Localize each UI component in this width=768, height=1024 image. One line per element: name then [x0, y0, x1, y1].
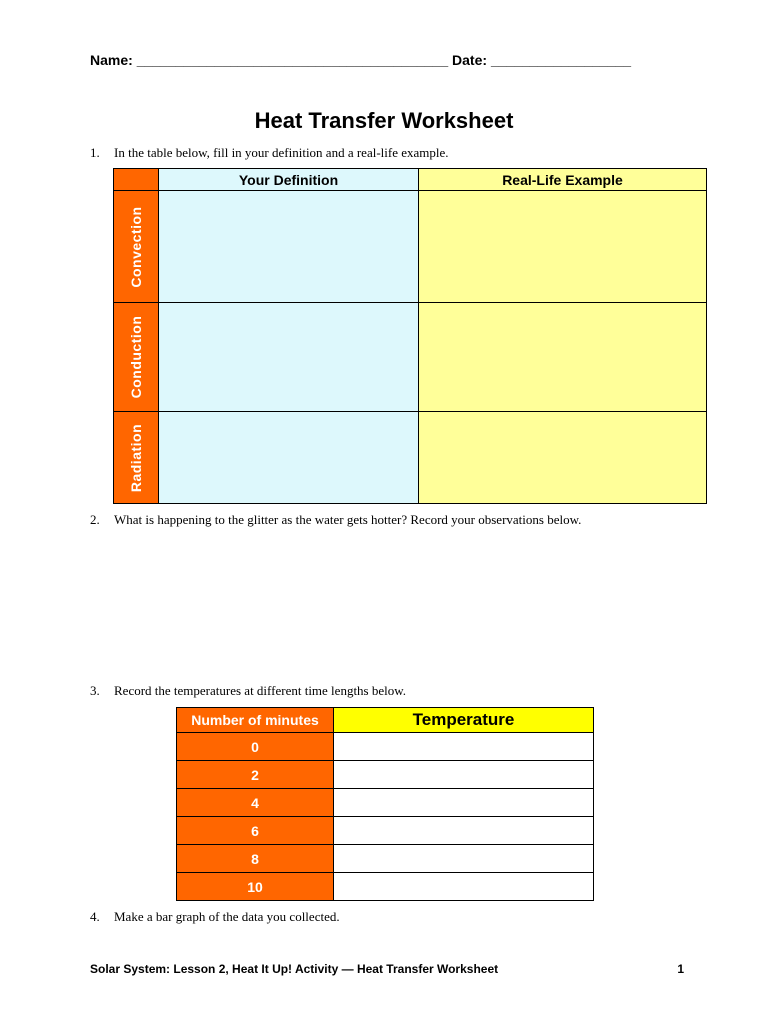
col-header-definition: Your Definition	[159, 169, 419, 191]
question-text: Make a bar graph of the data you collected.	[114, 909, 340, 924]
col-header-example: Real-Life Example	[419, 169, 707, 191]
question-text: What is happening to the glitter as the water gets hotter? Record your observations below.	[114, 512, 582, 527]
minutes-cell: 0	[177, 733, 334, 761]
question-number: 4.	[90, 909, 100, 924]
table-row	[177, 817, 594, 845]
table-row	[177, 733, 594, 761]
radiation-example-cell[interactable]	[419, 412, 707, 504]
minutes-cell: 4	[177, 789, 334, 817]
question-text: In the table below, fill in your definition and a real-life example.	[114, 145, 449, 160]
temperature-cell[interactable]	[334, 761, 594, 789]
radiation-definition-cell[interactable]	[159, 412, 419, 504]
name-label: Name:	[90, 52, 133, 68]
temperature-cell[interactable]	[334, 817, 594, 845]
definition-table	[113, 168, 707, 504]
question-number: 1.	[90, 145, 100, 160]
conduction-definition-cell[interactable]	[159, 303, 419, 412]
footer-text: Solar System: Lesson 2, Heat It Up! Activity — Heat Transfer Worksheet	[90, 962, 499, 976]
name-date-line	[90, 52, 631, 68]
conduction-example-cell[interactable]	[419, 303, 707, 412]
temperature-cell[interactable]	[334, 733, 594, 761]
page-title: Heat Transfer Worksheet	[254, 108, 514, 133]
row-label-radiation: Radiation	[114, 412, 159, 504]
temperature-table	[176, 707, 594, 901]
col-header-temperature: Temperature	[334, 708, 594, 733]
temperature-cell[interactable]	[334, 789, 594, 817]
question-2	[90, 512, 581, 528]
table-row	[177, 873, 594, 901]
page-footer	[90, 962, 684, 976]
convection-example-cell[interactable]	[419, 191, 707, 303]
question-4	[90, 909, 340, 925]
row-label-conduction: Conduction	[114, 303, 159, 412]
minutes-cell: 2	[177, 761, 334, 789]
temperature-cell[interactable]	[334, 873, 594, 901]
name-field[interactable]: ________________________________________	[136, 52, 449, 68]
question-number: 3.	[90, 683, 100, 698]
question-3	[90, 683, 406, 699]
date-label: Date:	[452, 52, 488, 68]
question-text: Record the temperatures at different time lengths below.	[114, 683, 407, 698]
observations-area[interactable]	[113, 535, 703, 675]
minutes-cell: 8	[177, 845, 334, 873]
page-number: 1	[677, 962, 684, 976]
date-field[interactable]: __________________	[490, 52, 632, 68]
table-row	[177, 789, 594, 817]
col-header-minutes: Number of minutes	[177, 708, 334, 733]
minutes-cell: 6	[177, 817, 334, 845]
question-1	[90, 145, 449, 161]
temperature-cell[interactable]	[334, 845, 594, 873]
minutes-cell: 10	[177, 873, 334, 901]
table-row	[177, 761, 594, 789]
row-label-convection: Convection	[114, 191, 159, 303]
convection-definition-cell[interactable]	[159, 191, 419, 303]
corner-cell	[114, 169, 159, 191]
question-number: 2.	[90, 512, 100, 527]
table-row	[177, 845, 594, 873]
